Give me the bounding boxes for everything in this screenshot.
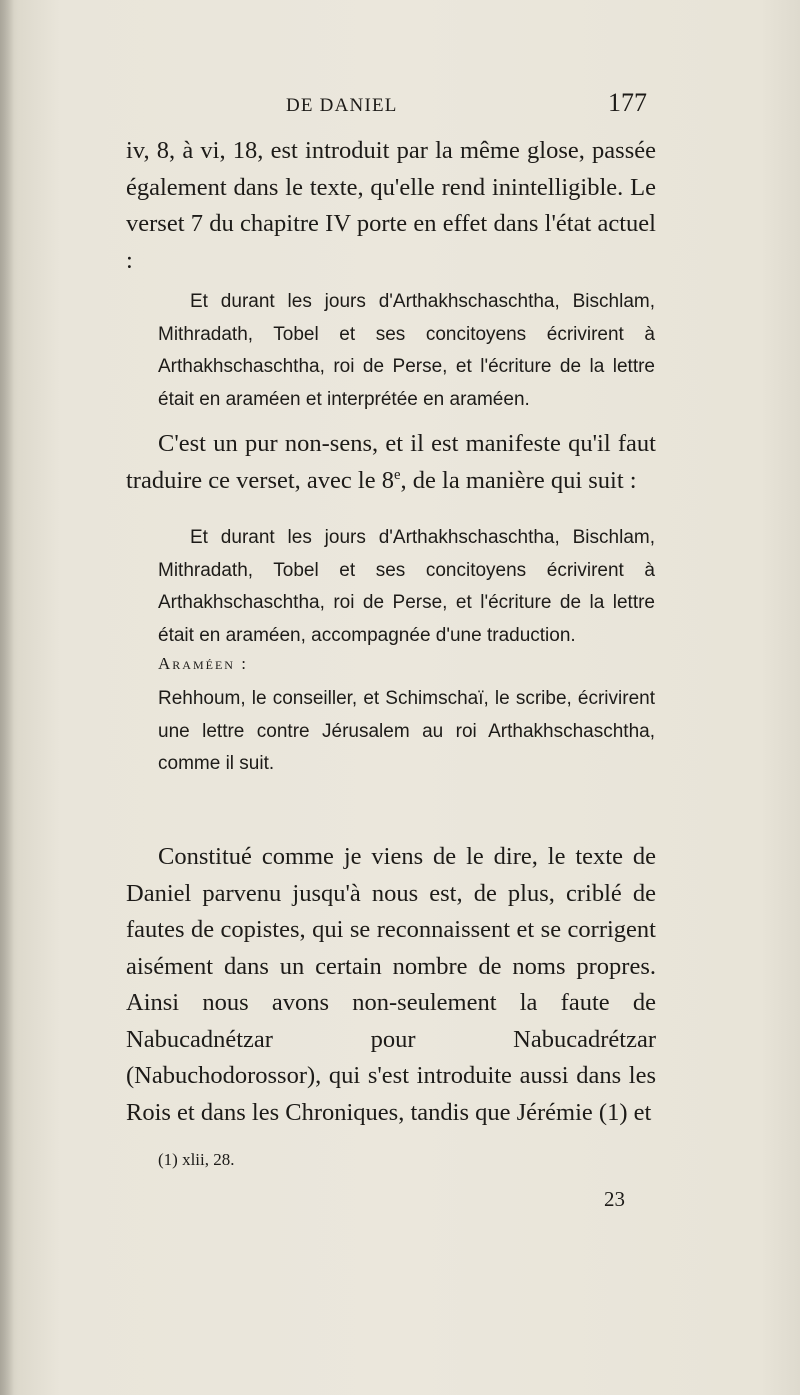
paragraph-2-text: C'est un pur non-sens, et il est manifeste qu'il faut traduire ce verset, avec le 8 bbox=[126, 430, 656, 494]
gutter-shadow bbox=[0, 0, 14, 1395]
quote-2-label: Araméen : bbox=[158, 654, 248, 673]
footnote: (1) xlii, 28. bbox=[158, 1150, 235, 1169]
paragraph-2-superscript: e bbox=[393, 466, 401, 483]
quote-2: Et durant les jours d'Arthakhschaschtha, Bischlam, Mithradath, Tobel et ses concitoyens écrivirent à Arthakhschaschtha, roi de Perse, et l'écriture de la lettre était en araméen, accompagnée d'une traduction. bbox=[158, 527, 655, 646]
quote-2-continued: Rehhoum, le conseiller, et Schimschaï, le scribe, écrivirent une lettre contre Jérusalem au roi Arthakhschaschtha, comme il suit. bbox=[158, 688, 655, 774]
quote-1: Et durant les jours d'Arthakhschaschtha, Bischlam, Mithradath, Tobel et ses concitoyens écrivirent à Arthakhschaschtha, roi de Perse, et l'écriture de la lettre était en araméen et interprétée en araméen. bbox=[158, 291, 655, 410]
paragraph-2-text-end: , de la manière qui suit : bbox=[400, 466, 637, 494]
running-title: DE DANIEL bbox=[286, 95, 398, 116]
paragraph-1: iv, 8, à vi, 18, est introduit par la même glose, passée également dans le texte, qu'elle rend inintelligible. Le verset 7 du chapitre IV porte en effet dans l'état actuel : bbox=[126, 137, 656, 274]
signature-mark: 23 bbox=[604, 1187, 625, 1211]
paragraph-3: Constitué comme je viens de le dire, le texte de Daniel parvenu jusqu'à nous est, de plus, criblé de fautes de copistes, qui se reconnaissent et se corrigent aisément dans un certain nombre de noms propres. Ainsi nous avons non-seulement la faute de Nabucadnétzar pour Nabucadrétzar (Nabuchodorossor), qui s'est introduite aussi dans les Rois et dans les Chroniques, tandis que Jérémie (1) et bbox=[126, 843, 656, 1126]
paragraph-2 bbox=[126, 426, 656, 499]
page-number: 177 bbox=[608, 88, 647, 117]
